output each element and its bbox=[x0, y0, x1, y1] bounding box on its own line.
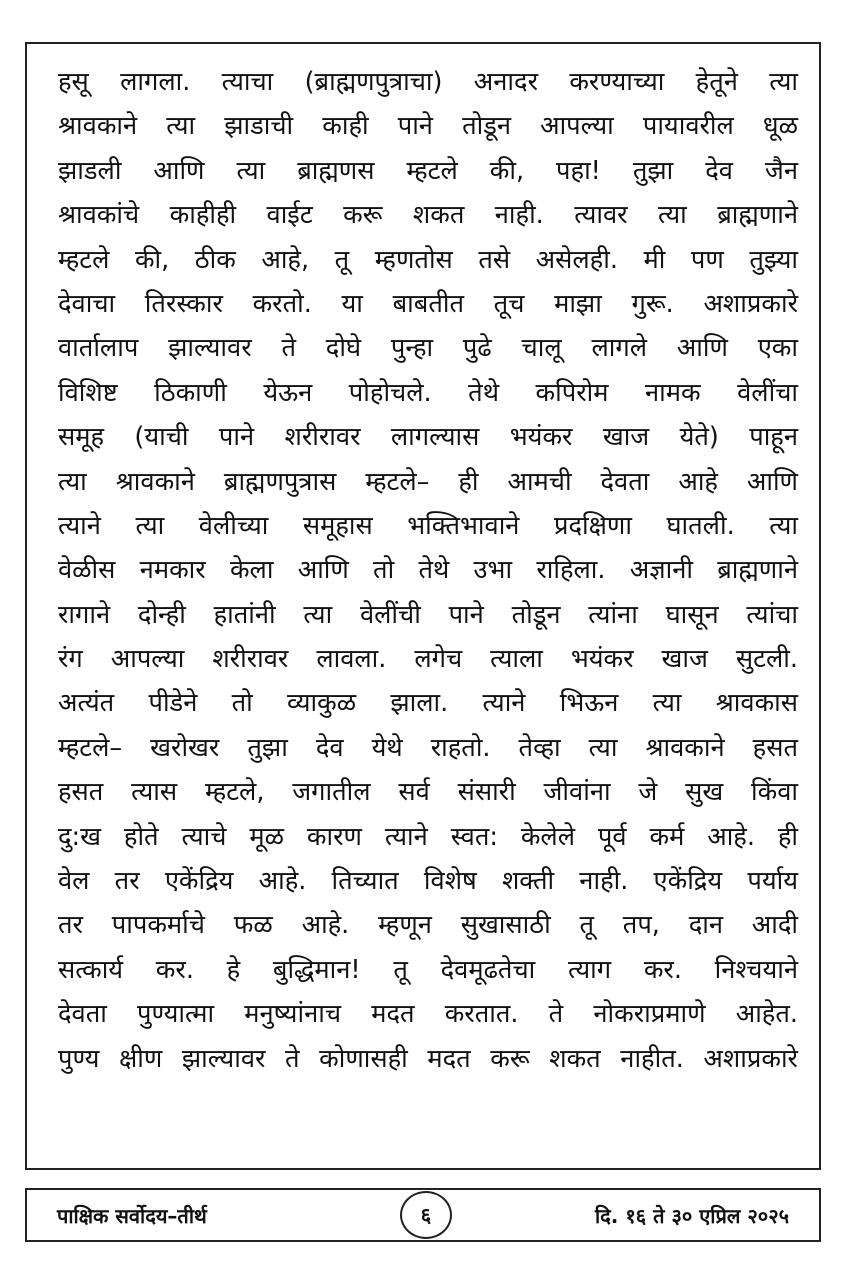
text-line: श्रावकाने त्या झाडाची काही पाने तोडून आपल्या पायावरील धूळ bbox=[58, 111, 798, 142]
text-line: देवता पुण्यात्मा मनुष्यांनाच मदत करतात. ते नोकराप्रमाणे आहेत. bbox=[58, 999, 798, 1030]
text-line: विशिष्ट ठिकाणी येऊन पोहोचले. तेथे कपिरोम नामक वेलींचा bbox=[58, 377, 798, 408]
text-line: हसू लागला. त्याचा (ब्राह्मणपुत्राचा) अनादर करण्याच्या हेतूने त्या bbox=[58, 67, 798, 97]
text-line: वेळीस नमकार केला आणि तो तेथे उभा राहिला. अज्ञानी ब्राह्मणाने bbox=[58, 555, 798, 586]
text-line: रागाने दोन्ही हातांनी त्या वेलींची पाने तोडून त्यांना घासून त्यांचा bbox=[58, 599, 798, 630]
text-line: पुण्य क्षीण झाल्यावर ते कोणासही मदत करू शकत नाहीत. अशाप्रकारे bbox=[58, 1043, 798, 1074]
text-line: झाडली आणि त्या ब्राह्मणस म्हटले की, पहा! तुझा देव जैन bbox=[58, 155, 798, 186]
text-line: अत्यंत पीडेने तो व्याकुळ झाला. त्याने भिऊन त्या श्रावकास bbox=[58, 688, 798, 719]
text-line: म्हटले की, ठीक आहे, तू म्हणतोस तसे असेलही. मी पण तुझ्या bbox=[58, 244, 798, 275]
text-line: सत्कार्य कर. हे बुद्धिमान! तू देवमूढतेचा त्याग कर. निश्चयाने bbox=[58, 954, 798, 985]
text-line: हसत त्यास म्हटले, जगातील सर्व संसारी जीवांना जे सुख किंवा bbox=[58, 777, 798, 808]
text-line: दु:ख होते त्याचे मूळ कारण त्याने स्वत: केलेले पूर्व कर्म आहे. ही bbox=[58, 821, 798, 852]
text-line: श्रावकांचे काहीही वाईट करू शकत नाही. त्यावर त्या ब्राह्मणाने bbox=[58, 200, 798, 231]
text-line: त्या श्रावकाने ब्राह्मणपुत्रास म्हटले– ही आमची देवता आहे आणि bbox=[58, 466, 798, 497]
text-line: वेल तर एकेंद्रिय आहे. तिच्यात विशेष शक्ती नाही. एकेंद्रिय पर्याय bbox=[58, 866, 798, 897]
text-line: त्याने त्या वेलीच्या समूहास भक्तिभावाने प्रदक्षिणा घातली. त्या bbox=[58, 510, 798, 541]
publication-name: पाक्षिक सर्वोदय–तीर्थ bbox=[57, 1204, 207, 1228]
text-line: देवाचा तिरस्कार करतो. या बाबतीत तूच माझा गुरू. अशाप्रकारे bbox=[58, 288, 798, 319]
text-line: तर पापकर्माचे फळ आहे. म्हणून सुखासाठी तू तप, दान आदी bbox=[58, 910, 798, 941]
text-line: वार्तालाप झाल्यावर ते दोघे पुन्हा पुढे चालू लागले आणि एका bbox=[58, 333, 798, 364]
issue-date: दि. १६ ते ३० एप्रिल २०२५ bbox=[595, 1204, 789, 1228]
text-line: रंग आपल्या शरीरावर लावला. लगेच त्याला भयंकर खाज सुटली. bbox=[58, 644, 798, 675]
page-number: ६ bbox=[400, 1191, 452, 1239]
text-line: म्हटले– खरोखर तुझा देव येथे राहतो. तेव्हा त्या श्रावकाने हसत bbox=[58, 732, 798, 763]
body-text bbox=[58, 60, 798, 1081]
text-line: समूह (याची पाने शरीरावर लागल्यास भयंकर खाज येते) पाहून bbox=[58, 422, 798, 453]
